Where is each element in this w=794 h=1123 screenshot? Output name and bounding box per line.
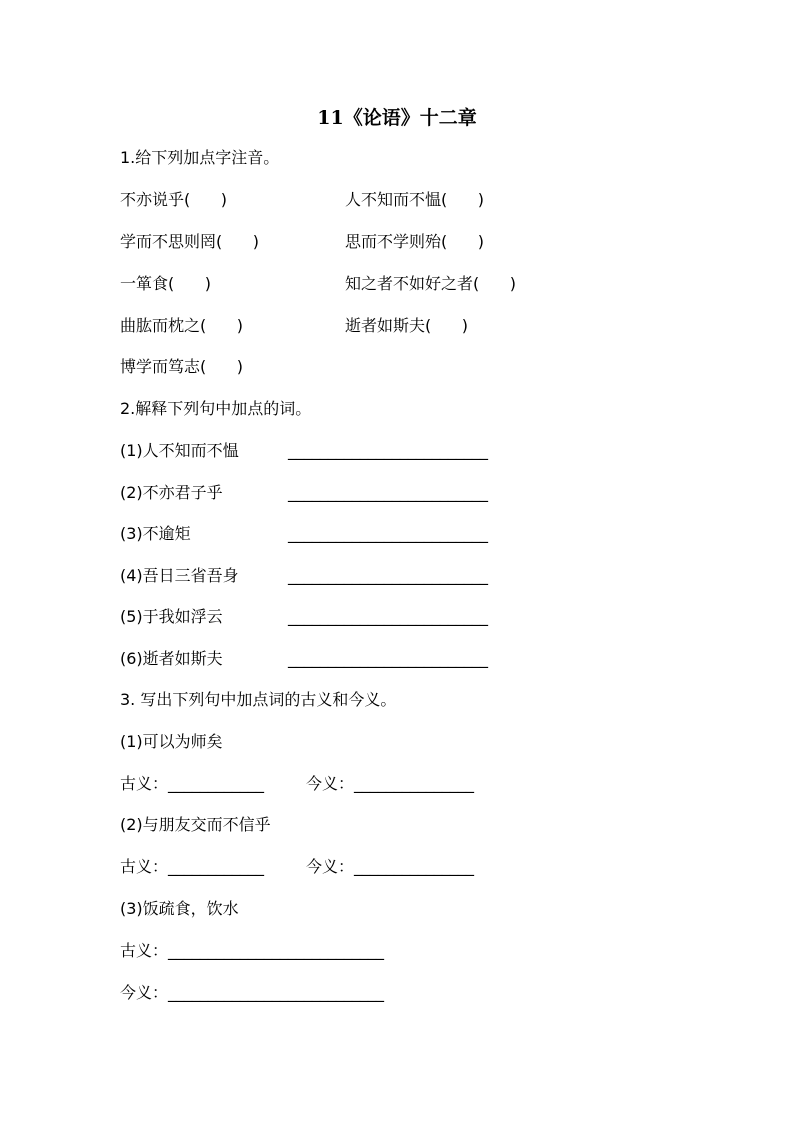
- answer-blank[interactable]: _________________________: [288, 441, 488, 460]
- q2-heading: 2.解释下列句中加点的词。: [120, 399, 312, 418]
- answer-blank[interactable]: _________________________: [288, 483, 488, 502]
- q1-item: 人不知而不愠( ): [345, 190, 485, 209]
- q3-heading: 3. 写出下列句中加点词的古义和今义。: [120, 690, 397, 709]
- answer-blank[interactable]: _________________________: [288, 649, 488, 668]
- q1-heading: 1.给下列加点字注音。: [120, 148, 280, 167]
- q3-item: (2)与朋友交而不信乎: [120, 815, 271, 834]
- gu-yi-blank[interactable]: 古义：___________________________: [120, 941, 385, 960]
- q2-item: (3)不逾矩: [120, 524, 191, 543]
- q2-item: (6)逝者如斯夫: [120, 649, 223, 668]
- q1-item: 学而不思则罔( ): [120, 232, 260, 251]
- q3-item: (3)饭疏食，饮水: [120, 899, 239, 918]
- q2-item: (2)不亦君子乎: [120, 483, 223, 502]
- q1-item: 曲肱而枕之( ): [120, 316, 244, 335]
- answer-blank[interactable]: _________________________: [288, 566, 488, 585]
- q1-item: 博学而笃志( ): [120, 357, 244, 376]
- q2-item: (5)于我如浮云: [120, 607, 223, 626]
- q2-item: (4)吾日三省吾身: [120, 566, 239, 585]
- q1-item: 一箪食( ): [120, 274, 212, 293]
- answer-blank[interactable]: _________________________: [288, 524, 488, 543]
- q1-item: 不亦说乎( ): [120, 190, 228, 209]
- jin-yi-blank[interactable]: 今义：_______________: [306, 774, 475, 793]
- q1-item: 知之者不如好之者( ): [345, 274, 517, 293]
- q1-item: 思而不学则殆( ): [345, 232, 485, 251]
- q1-item: 逝者如斯夫( ): [345, 316, 469, 335]
- q2-item: (1)人不知而不愠: [120, 441, 239, 460]
- gu-yi-blank[interactable]: 古义：____________: [120, 857, 265, 876]
- q3-item: (1)可以为师矣: [120, 732, 223, 751]
- answer-blank[interactable]: _________________________: [288, 607, 488, 626]
- gu-yi-blank[interactable]: 古义：____________: [120, 774, 265, 793]
- page-title: 11《论语》十二章: [317, 107, 477, 129]
- jin-yi-blank[interactable]: 今义：___________________________: [120, 983, 385, 1002]
- jin-yi-blank[interactable]: 今义：_______________: [306, 857, 475, 876]
